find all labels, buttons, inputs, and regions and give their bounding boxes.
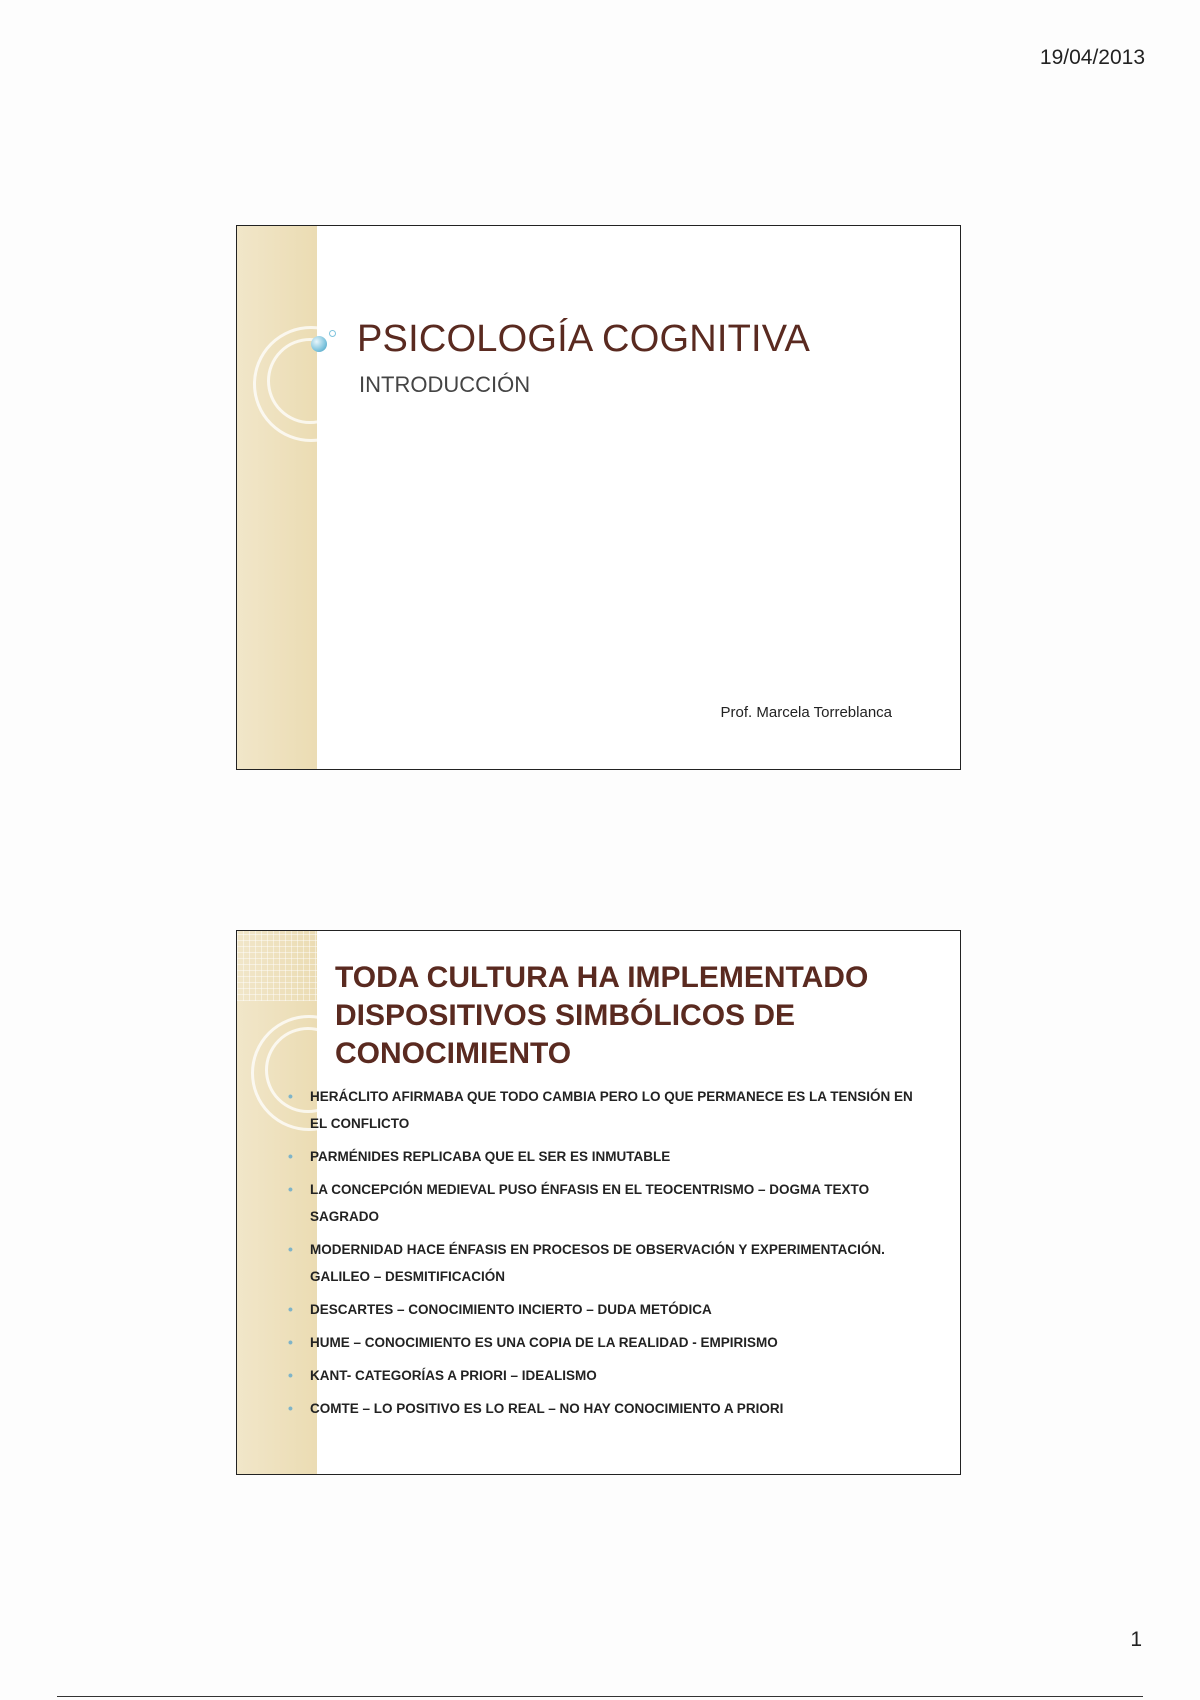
slide-2-bullet-list bbox=[287, 1083, 927, 1428]
list-item: • KANT- CATEGORÍAS A PRIORI – IDEALISMO bbox=[287, 1362, 927, 1389]
slide-1-title: PSICOLOGÍA COGNITIVA bbox=[357, 318, 811, 360]
slide-2-title: TODA CULTURA HA IMPLEMENTADO DISPOSITIVOS SIMBÓLICOS DE CONOCIMIENTO bbox=[335, 961, 869, 1070]
slide-1-subtitle: INTRODUCCIÓN bbox=[359, 372, 531, 397]
list-item: • PARMÉNIDES REPLICABA QUE EL SER ES INMUTABLE bbox=[287, 1143, 927, 1170]
list-item: • HUME – CONOCIMIENTO ES UNA COPIA DE LA REALIDAD - EMPIRISMO bbox=[287, 1329, 927, 1356]
slide-decoration-band bbox=[237, 226, 317, 769]
slide-1-author: Prof. Marcela Torreblanca bbox=[720, 704, 892, 721]
list-item: • HERÁCLITO AFIRMABA QUE TODO CAMBIA PERO LO QUE PERMANECE ES LA TENSIÓN EN EL CONFLICTO bbox=[287, 1083, 927, 1137]
slide-1 bbox=[236, 225, 961, 770]
page-number: 1 bbox=[1130, 1628, 1142, 1651]
list-item: • LA CONCEPCIÓN MEDIEVAL PUSO ÉNFASIS EN EL TEOCENTRISMO – DOGMA TEXTO SAGRADO bbox=[287, 1176, 927, 1230]
small-bubble-icon bbox=[329, 330, 336, 337]
list-item: • MODERNIDAD HACE ÉNFASIS EN PROCESOS DE OBSERVACIÓN Y EXPERIMENTACIÓN. GALILEO – DESMITIFICACIÓN bbox=[287, 1236, 927, 1290]
slide-2 bbox=[236, 930, 961, 1475]
footer-divider bbox=[57, 1696, 1143, 1697]
bubble-icon bbox=[311, 336, 327, 352]
list-item: • COMTE – LO POSITIVO ES LO REAL – NO HAY CONOCIMIENTO A PRIORI bbox=[287, 1395, 927, 1422]
page-date: 19/04/2013 bbox=[1039, 46, 1145, 69]
list-item: • DESCARTES – CONOCIMIENTO INCIERTO – DUDA METÓDICA bbox=[287, 1296, 927, 1323]
